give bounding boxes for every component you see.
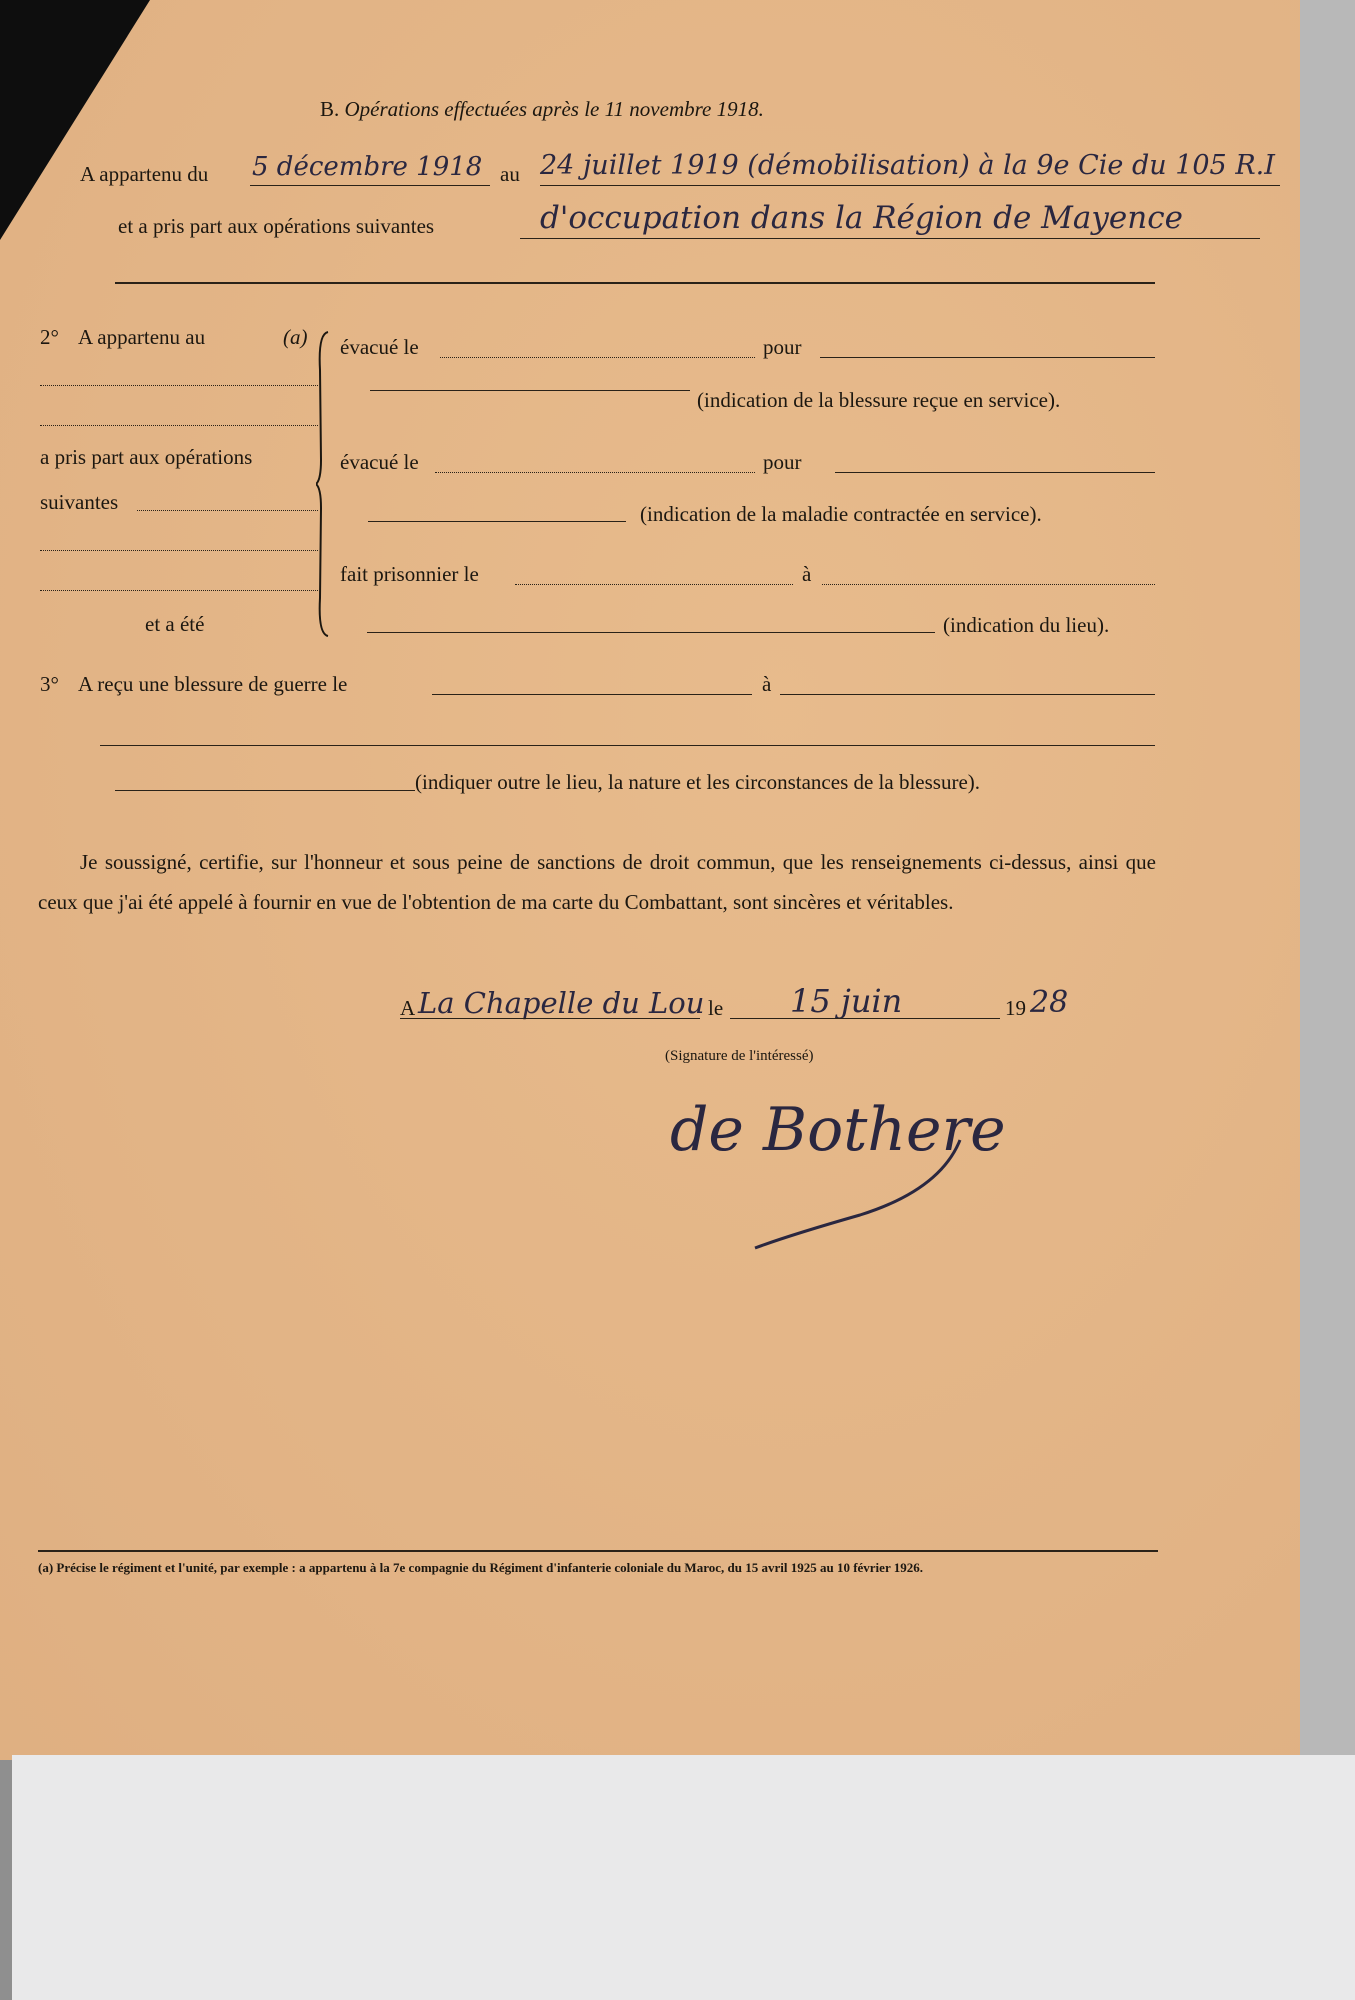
operations-line-3[interactable]	[40, 590, 318, 591]
signature-flourish-icon	[740, 1130, 970, 1250]
date-to-line	[540, 185, 1280, 186]
blessure-line[interactable]	[370, 390, 690, 391]
section-2-number: 2°	[40, 325, 59, 349]
signature-caption: (Signature de l'intéressé)	[665, 1048, 814, 1064]
section-b-separator	[115, 282, 1155, 284]
maladie-indication: (indication de la maladie contractée en service).	[640, 502, 1042, 526]
section-b-title: Opérations effectuées après le 11 novembre 1918.	[344, 97, 764, 121]
year-prefix: 19	[1005, 996, 1026, 1020]
footnote	[38, 1558, 1158, 1578]
lieu-indication: (indication du lieu).	[943, 613, 1110, 637]
date-handwritten[interactable]: 15 juin	[790, 982, 903, 1020]
section-b-letter: B.	[320, 97, 340, 121]
folded-corner-icon	[0, 0, 150, 240]
footnote-text: Précise le régiment et l'unité, par exemple : a appartenu à la 7e compagnie du Régiment d'infanterie coloniale du Maroc, du 15 avril 1925 au 10 février 1926.	[56, 1560, 923, 1575]
unit-line-1[interactable]	[40, 385, 318, 386]
lieu-line[interactable]	[367, 632, 935, 633]
place-prefix: A	[400, 996, 416, 1020]
blessure-details-line-1[interactable]	[100, 745, 1155, 746]
section-b-heading	[320, 97, 764, 122]
year-handwritten[interactable]: 28	[1030, 985, 1069, 1020]
date-from-line	[250, 185, 490, 186]
circonstances-indication: (indiquer outre le lieu, la nature et les circonstances de la blessure).	[415, 770, 981, 794]
maladie-line[interactable]	[368, 521, 626, 522]
scan-edge-strip	[1300, 0, 1355, 1760]
curly-brace-icon	[316, 330, 332, 638]
blessure-date-line[interactable]	[432, 694, 752, 695]
pour-2-line[interactable]	[835, 472, 1155, 473]
appartenu-du-label: A appartenu du	[80, 162, 209, 186]
blessure-lieu-line[interactable]	[780, 694, 1155, 695]
prisonnier-date-line[interactable]	[515, 584, 793, 585]
section-3-blessure-label: A reçu une blessure de guerre le	[78, 672, 348, 696]
section-2-pris-part-label: a pris part aux opérations	[40, 445, 253, 469]
underlying-sheet	[12, 1755, 1355, 2000]
evacue-label-2: évacué le	[340, 450, 419, 474]
certification-text: Je soussigné, certifie, sur l'honneur et sous peine de sanctions de droit commun, que les renseignements ci-dessus, ainsi que ceux que j'ai été appelé à fournir en vue de l'obtention de ma carte du Combattant, sont sincères et véritables.	[38, 850, 1156, 914]
blessure-indication: (indication de la blessure reçue en service).	[697, 388, 1061, 412]
place-handwritten[interactable]: La Chapelle du Lou	[418, 986, 705, 1020]
pour-1-line[interactable]	[820, 357, 1155, 358]
prisonnier-label: fait prisonnier le	[340, 562, 479, 586]
section-2-et-a-ete-label: et a été	[145, 612, 205, 636]
evacue-date-1-line[interactable]	[440, 357, 755, 358]
operations-handwritten[interactable]: d'occupation dans la Région de Mayence	[540, 200, 1183, 236]
pris-part-label: et a pris part aux opérations suivantes	[118, 214, 435, 238]
section-2-suivantes-label: suivantes	[40, 490, 119, 514]
section-3-number: 3°	[40, 672, 59, 696]
footnote-marker: (a)	[38, 1560, 54, 1575]
unit-line-2[interactable]	[40, 425, 318, 426]
place-line	[400, 1018, 700, 1019]
pour-label-1: pour	[763, 335, 802, 359]
footnote-separator	[38, 1550, 1158, 1552]
prisonnier-lieu-line[interactable]	[822, 584, 1155, 585]
operations-line-1[interactable]	[137, 510, 318, 511]
section-2-note-marker: (a)	[283, 325, 308, 349]
au-label: au	[500, 162, 520, 186]
date-line	[730, 1018, 1000, 1019]
pour-label-2: pour	[763, 450, 802, 474]
prisonnier-a-label: à	[802, 562, 812, 586]
section-3-a-label: à	[762, 672, 772, 696]
date-le-label: le	[708, 996, 724, 1020]
signature-handwritten[interactable]: de Bothere	[670, 1095, 1006, 1165]
evacue-label-1: évacué le	[340, 335, 419, 359]
operations-line	[520, 238, 1260, 239]
operations-line-2[interactable]	[40, 550, 318, 551]
date-to-handwritten[interactable]: 24 juillet 1919 (démobilisation) à la 9e Cie du 105 R.I	[540, 150, 1275, 181]
blessure-details-line-2[interactable]	[115, 790, 415, 791]
evacue-date-2-line[interactable]	[435, 472, 755, 473]
section-2-appartenu-label: A appartenu au	[78, 325, 206, 349]
date-from-handwritten[interactable]: 5 décembre 1918	[252, 152, 483, 182]
